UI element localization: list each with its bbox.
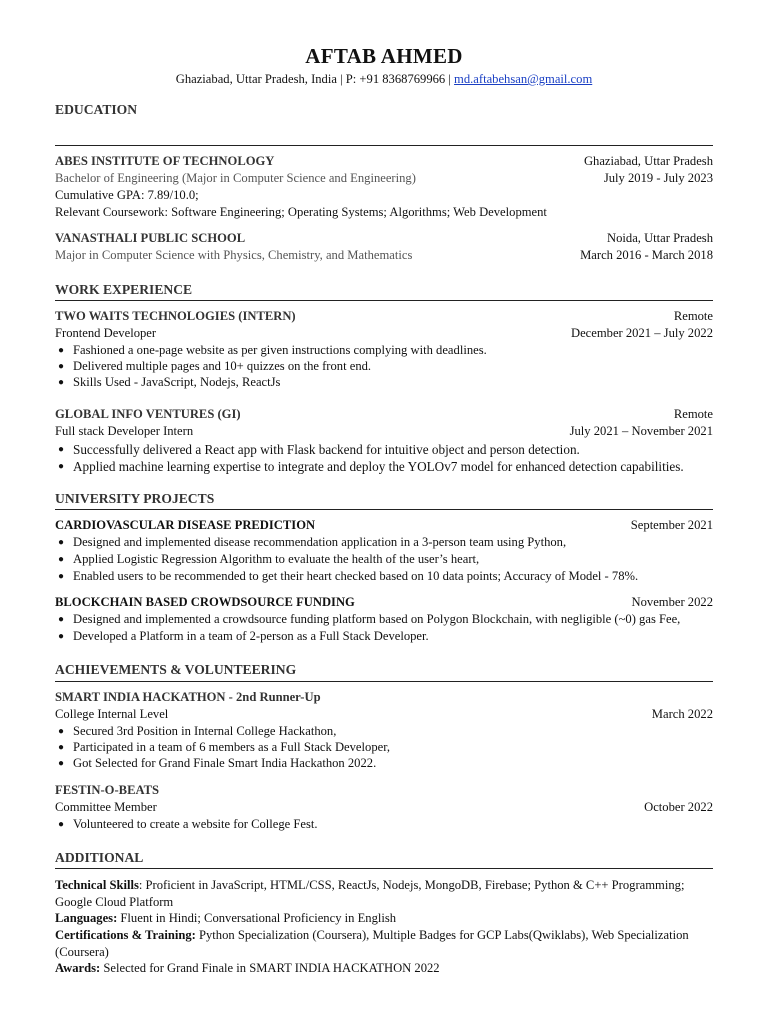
candidate-name: AFTAB AHMED xyxy=(305,44,463,68)
bullet-icon: ● xyxy=(58,554,65,565)
work-location: Remote xyxy=(673,309,713,323)
achievement-role: Committee Member xyxy=(55,800,157,814)
bullet-text: Developed a Platform in a team of 2-person as a Full Stack Developer. xyxy=(73,629,429,643)
education-entry-degree xyxy=(55,247,713,264)
certifications-label: Certifications & Training: xyxy=(55,928,196,942)
bullet-icon: ● xyxy=(58,377,65,388)
work-entry-role xyxy=(55,423,713,440)
bullet-text: Designed and implemented disease recommendation application in a 3-person team using Python, xyxy=(73,535,567,549)
awards xyxy=(55,960,713,977)
languages xyxy=(55,910,713,927)
section-divider xyxy=(55,868,713,869)
institution-location: Ghaziabad, Uttar Pradesh xyxy=(583,154,713,168)
work-location: Remote xyxy=(673,407,713,421)
education-entry-header xyxy=(55,230,713,247)
bullet-icon: ● xyxy=(58,631,65,642)
project-title: BLOCKCHAIN BASED CROWDSOURCE FUNDING xyxy=(55,595,355,609)
certifications xyxy=(55,927,713,960)
contact-line xyxy=(0,72,768,87)
bullet-item xyxy=(55,568,713,585)
degree-text: Major in Computer Science with Physics, Chemistry, and Mathematics xyxy=(55,248,413,262)
education-entry-degree xyxy=(55,170,713,187)
education-entry-header xyxy=(55,153,713,170)
project-dates: November 2022 xyxy=(631,595,713,609)
achievement-title: FESTIN-O-BEATS xyxy=(55,783,160,797)
bullet-text: Got Selected for Grand Finale Smart India Hackathon 2022. xyxy=(73,756,377,770)
section-divider xyxy=(55,681,713,682)
section-divider xyxy=(55,300,713,301)
bullet-icon: ● xyxy=(58,361,65,372)
bullet-item xyxy=(55,374,713,391)
bullet-item xyxy=(55,739,713,756)
achievement-title: SMART INDIA HACKATHON - 2nd Runner-Up xyxy=(55,690,321,704)
bullet-text: Designed and implemented a crowdsource funding platform based on Polygon Blockchain, with negligible (~0) gas Fee, xyxy=(73,612,681,626)
project-entry-header xyxy=(55,517,713,534)
bullet-item xyxy=(55,534,713,551)
bullet-text: Applied Logistic Regression Algorithm to evaluate the health of the user’s heart, xyxy=(73,552,480,566)
languages-text: Fluent in Hindi; Conversational Proficiency in English xyxy=(117,911,397,925)
section-heading-work: WORK EXPERIENCE xyxy=(55,282,193,297)
bullet-item xyxy=(55,358,713,375)
achievement-entry-header xyxy=(55,782,713,799)
gpa-line xyxy=(55,187,713,204)
education-dates: March 2016 - March 2018 xyxy=(580,248,713,262)
institution-location: Noida, Uttar Pradesh xyxy=(607,231,713,245)
achievement-entry-role xyxy=(55,706,713,723)
education-dates: July 2019 - July 2023 xyxy=(603,171,713,185)
bullet-item xyxy=(55,628,713,645)
bullet-item xyxy=(55,551,713,568)
bullet-text: Volunteered to create a website for College Fest. xyxy=(73,817,318,831)
section-divider xyxy=(55,145,713,146)
bullet-item xyxy=(55,723,713,740)
achievement-dates: October 2022 xyxy=(644,800,713,814)
bullet-icon: ● xyxy=(58,571,65,582)
work-entry-header xyxy=(55,308,713,325)
achievement-dates: March 2022 xyxy=(651,707,713,721)
project-entry-header xyxy=(55,594,713,611)
achievement-entry-role xyxy=(55,799,713,816)
bullet-item xyxy=(55,458,713,475)
languages-label: Languages: xyxy=(55,911,118,925)
certifications-text: Python Specialization (Coursera), Multiple Badges for GCP Labs(Qwiklabs), Web Specialization (Coursera) xyxy=(55,928,689,959)
bullet-icon: ● xyxy=(58,461,65,472)
bullet-icon: ● xyxy=(58,537,65,548)
section-heading-additional: ADDITIONAL xyxy=(55,850,144,865)
technical-skills-label: Technical Skills xyxy=(55,878,139,892)
bullet-text: Skills Used - JavaScript, Nodejs, ReactJs xyxy=(73,375,281,389)
bullet-text: Secured 3rd Position in Internal College Hackathon, xyxy=(73,724,337,738)
awards-label: Awards: xyxy=(55,961,101,975)
section-heading-education: EDUCATION xyxy=(55,102,138,117)
project-dates: September 2021 xyxy=(630,518,713,532)
technical-skills xyxy=(55,877,713,910)
bullet-text: Participated in a team of 6 members as a Full Stack Developer, xyxy=(73,740,391,754)
role-title: Frontend Developer xyxy=(55,326,157,340)
bullet-text: Fashioned a one-page website as per given instructions complying with deadlines. xyxy=(73,343,487,357)
section-heading-projects: UNIVERSITY PROJECTS xyxy=(55,491,215,506)
bullet-icon: ● xyxy=(58,726,65,737)
achievement-entry-header xyxy=(55,689,713,706)
contact-text: Ghaziabad, Uttar Pradesh, India | P: +91 8368769966 | xyxy=(175,72,455,86)
bullet-icon: ● xyxy=(58,742,65,753)
coursework-text: Relevant Coursework: Software Engineering; Operating Systems; Algorithms; Web Development xyxy=(55,205,547,219)
achievement-role: College Internal Level xyxy=(55,707,169,721)
bullet-item xyxy=(55,755,713,772)
bullet-text: Successfully delivered a React app with Flask backend for intuitive object and person detection. xyxy=(73,442,580,457)
technical-skills-text: : Proficient in JavaScript, HTML/CSS, ReactJs, Nodejs, MongoDB, Firebase; Python & C++ Programming; Google Cloud Platform xyxy=(55,878,685,909)
institution-name: VANASTHALI PUBLIC SCHOOL xyxy=(55,231,246,245)
work-entry-header xyxy=(55,406,713,423)
work-dates: July 2021 – November 2021 xyxy=(569,424,713,438)
company-name: GLOBAL INFO VENTURES (GI) xyxy=(55,407,241,421)
role-title: Full stack Developer Intern xyxy=(55,424,194,438)
email-link[interactable]: md.aftabehsan@gmail.com xyxy=(454,72,593,86)
work-dates: December 2021 – July 2022 xyxy=(571,326,713,340)
bullet-icon: ● xyxy=(58,444,65,455)
bullet-icon: ● xyxy=(58,819,65,830)
section-divider xyxy=(55,509,713,510)
section-heading-achievements: ACHIEVEMENTS & VOLUNTEERING xyxy=(55,662,297,677)
institution-name: ABES INSTITUTE OF TECHNOLOGY xyxy=(55,154,275,168)
bullet-item xyxy=(55,441,713,458)
bullet-text: Enabled users to be recommended to get their heart checked based on 10 data points; Accuracy of Model - 78%. xyxy=(73,569,639,583)
bullet-item xyxy=(55,611,713,628)
work-entry-role xyxy=(55,325,713,342)
bullet-icon: ● xyxy=(58,614,65,625)
gpa-text: Cumulative GPA: 7.89/10.0; xyxy=(55,188,199,202)
coursework-line xyxy=(55,204,713,221)
bullet-icon: ● xyxy=(58,345,65,356)
company-name: TWO WAITS TECHNOLOGIES (INTERN) xyxy=(55,309,296,323)
bullet-item xyxy=(55,816,713,833)
bullet-text: Applied machine learning expertise to integrate and deploy the YOLOv7 model for enhanced detection capabilities. xyxy=(73,459,684,474)
awards-text: Selected for Grand Finale in SMART INDIA HACKATHON 2022 xyxy=(100,961,440,975)
degree-text: Bachelor of Engineering (Major in Computer Science and Engineering) xyxy=(55,171,416,185)
bullet-text: Delivered multiple pages and 10+ quizzes on the front end. xyxy=(73,359,372,373)
project-title: CARDIOVASCULAR DISEASE PREDICTION xyxy=(55,518,316,532)
bullet-item xyxy=(55,342,713,359)
bullet-icon: ● xyxy=(58,758,65,769)
